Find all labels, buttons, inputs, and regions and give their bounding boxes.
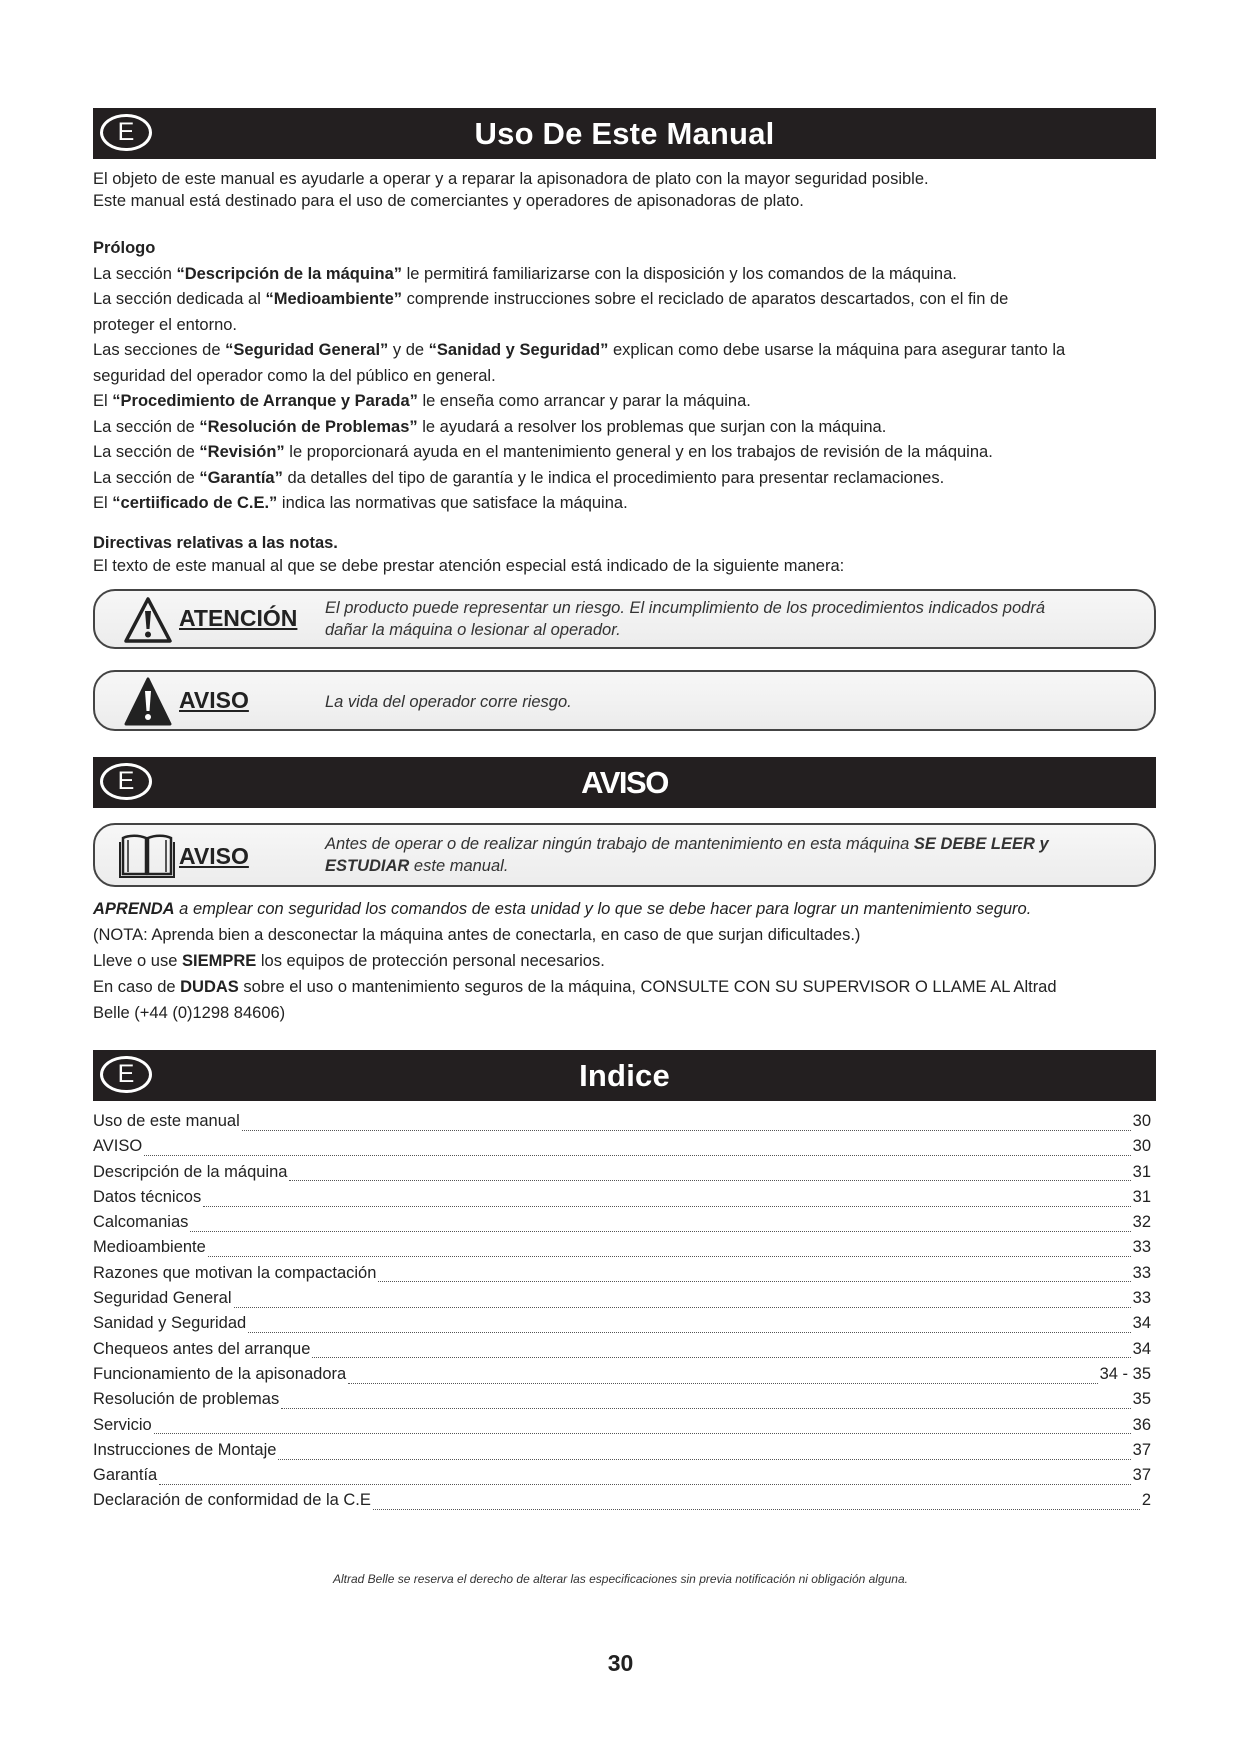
toc-leader-dots	[378, 1280, 1130, 1282]
callout-atencion	[93, 589, 1156, 649]
toc-leader-dots	[208, 1255, 1131, 1257]
toc-leader-dots	[348, 1382, 1097, 1384]
toc-leader-dots	[159, 1483, 1130, 1485]
callout-aviso-leer-message: Antes de operar o de realizar ningún trabajo de mantenimiento en esta máquina SE DEBE LEER y ESTUDIAR este manual.	[325, 835, 1049, 875]
toc-entry	[93, 1466, 1151, 1491]
callout-aviso-leer	[93, 823, 1156, 887]
caution-triangle-outline-icon	[123, 595, 173, 650]
section-banner-indice	[93, 1050, 1156, 1101]
toc-entry-title: Uso de este manual	[93, 1112, 240, 1130]
toc-entry-page: 30	[1132, 1137, 1151, 1156]
toc-entry	[93, 1188, 1151, 1213]
section-banner-uso	[93, 108, 1156, 159]
section-title-indice: Indice	[579, 1057, 670, 1093]
toc-leader-dots	[144, 1154, 1130, 1156]
toc-entry-page: 33	[1132, 1238, 1151, 1257]
callout-aviso-message: La vida del operador corre riesgo.	[325, 693, 572, 711]
toc-entry	[93, 1137, 1151, 1162]
prologo-line: La sección dedicada al “Medioambiente” comprende instrucciones sobre el reciclado de aparatos descartados, con el fin de	[93, 290, 1009, 308]
intro-line-1: El objeto de este manual es ayudarle a operar y a reparar la apisonadora de plato con la mayor seguridad posible.	[93, 170, 929, 188]
prologo-line: El “certiificado de C.E.” indica las normativas que satisface la máquina.	[93, 494, 628, 512]
toc-entry	[93, 1238, 1151, 1263]
toc-leader-dots	[278, 1458, 1130, 1460]
toc-entry-page: 31	[1132, 1162, 1151, 1181]
intro-text	[93, 168, 1158, 212]
toc-entry	[93, 1289, 1151, 1314]
toc-entry-title: Servicio	[93, 1415, 152, 1434]
toc-entry-page: 32	[1132, 1213, 1151, 1232]
footer-disclaimer: Altrad Belle se reserva el derecho de alterar las especificaciones sin previa notificación ni obligación alguna.	[333, 1572, 908, 1586]
toc-leader-dots	[281, 1407, 1130, 1409]
toc-entry	[93, 1163, 1151, 1188]
toc-leader-dots	[154, 1432, 1131, 1434]
toc-entry	[93, 1416, 1151, 1441]
toc-leader-dots	[373, 1508, 1140, 1510]
toc-entry-page: 37	[1132, 1440, 1151, 1459]
toc-entry-page: 31	[1132, 1187, 1151, 1206]
directivas-heading: Directivas relativas a las notas.	[93, 534, 338, 552]
toc-entry-page: 33	[1132, 1289, 1151, 1308]
callout-aviso-label: AVISO	[179, 687, 249, 713]
directivas-block	[93, 532, 1158, 578]
warning-triangle-filled-icon	[123, 676, 173, 733]
prologo-line: La sección de “Revisión” le proporcionará ayuda en el mantenimiento general y en los trabajos de revisión de la máquina.	[93, 443, 993, 461]
toc-leader-dots	[289, 1179, 1130, 1181]
toc-entry-title: Datos técnicos	[93, 1187, 202, 1206]
language-badge-e: E	[100, 1056, 152, 1093]
directivas-text: El texto de este manual al que se debe prestar atención especial está indicado de la siguiente manera:	[93, 557, 845, 575]
toc-leader-dots	[312, 1356, 1130, 1358]
toc-leader-dots	[203, 1205, 1130, 1207]
section-title-aviso: AVISO	[581, 764, 668, 800]
toc-entry	[93, 1390, 1151, 1415]
toc-leader-dots	[234, 1306, 1131, 1308]
toc-entry	[93, 1314, 1151, 1339]
toc-entry-title: Funcionamiento de la apisonadora	[93, 1364, 347, 1383]
aviso-line-nota: (NOTA: Aprenda bien a desconectar la máquina antes de conectarla, en caso de que surjan dificultades.)	[93, 926, 861, 944]
toc-leader-dots	[248, 1331, 1130, 1333]
prologo-line: El “Procedimiento de Arranque y Parada” le enseña como arrancar y parar la máquina.	[93, 392, 751, 410]
table-of-contents	[93, 1112, 1151, 1517]
manual-book-icon	[119, 832, 175, 883]
toc-entry-title: Garantía	[93, 1466, 158, 1485]
toc-entry-title: Chequeos antes del arranque	[93, 1339, 311, 1358]
toc-entry-title: Instrucciones de Montaje	[93, 1440, 277, 1459]
toc-entry-page: 35	[1132, 1390, 1151, 1409]
aviso-line-siempre: Lleve o use SIEMPRE los equipos de protección personal necesarios.	[93, 952, 605, 970]
page-number: 30	[607, 1650, 634, 1676]
toc-entry	[93, 1264, 1151, 1289]
toc-entry-title: Medioambiente	[93, 1238, 206, 1257]
aviso-body	[93, 896, 1163, 1026]
toc-entry	[93, 1441, 1151, 1466]
toc-entry	[93, 1112, 1151, 1137]
toc-entry	[93, 1491, 1151, 1516]
section-banner-aviso	[93, 757, 1156, 808]
prologo-line: proteger el entorno.	[93, 315, 238, 334]
toc-entry	[93, 1213, 1151, 1238]
prologo-heading: Prólogo	[93, 239, 156, 257]
language-badge-e: E	[100, 763, 152, 800]
toc-leader-dots	[190, 1230, 1130, 1232]
prologo-line: La sección “Descripción de la máquina” le permitirá familiarizarse con la disposición y los comandos de la máquina.	[93, 264, 957, 283]
aviso-line-aprenda: APRENDA a emplear con seguridad los comandos de esta unidad y lo que se debe hacer para lograr un mantenimiento seguro.	[93, 900, 1032, 918]
toc-entry-title: Seguridad General	[93, 1289, 232, 1308]
prologo-line: La sección de “Resolución de Problemas” le ayudará a resolver los problemas que surjan con la máquina.	[93, 417, 887, 436]
toc-entry-page: 37	[1132, 1466, 1151, 1485]
callout-aviso-riesgo	[93, 670, 1156, 731]
callout-aviso-leer-label: AVISO	[179, 843, 249, 869]
toc-entry-title: Resolución de problemas	[93, 1390, 280, 1409]
toc-entry	[93, 1365, 1151, 1390]
toc-entry-page: 34	[1132, 1314, 1151, 1333]
prologo-line: seguridad del operador como la del público en general.	[93, 366, 496, 385]
toc-entry-page: 30	[1132, 1112, 1151, 1130]
toc-entry-title: Descripción de la máquina	[93, 1162, 288, 1181]
language-badge-e: E	[100, 114, 152, 151]
toc-entry-title: Sanidad y Seguridad	[93, 1314, 247, 1333]
toc-entry-title: AVISO	[93, 1137, 143, 1156]
toc-entry-page: 34	[1132, 1339, 1151, 1358]
toc-entry-page: 34 - 35	[1099, 1364, 1151, 1383]
toc-entry-title: Declaración de conformidad de la C.E	[93, 1491, 371, 1510]
callout-atencion-message: El producto puede representar un riesgo. El incumplimiento de los procedimientos indicados podrá dañar la máquina o lesionar al operador.	[325, 599, 1045, 639]
intro-line-2: Este manual está destinado para el uso de comerciantes y operadores de apisonadoras de plato.	[93, 192, 804, 210]
prologo-line: Las secciones de “Seguridad General” y de “Sanidad y Seguridad” explican como debe usarse la máquina para asegurar tanto la	[93, 341, 1066, 359]
toc-entry-page: 36	[1132, 1415, 1151, 1434]
aviso-line-telefono: Belle (+44 (0)1298 84606)	[93, 1004, 286, 1022]
callout-atencion-label: ATENCIÓN	[179, 605, 298, 631]
toc-entry-page: 2	[1141, 1491, 1151, 1510]
prologo-line: La sección de “Garantía” da detalles del tipo de garantía y le indica el procedimiento para presentar reclamaciones.	[93, 468, 945, 487]
toc-entry	[93, 1340, 1151, 1365]
toc-entry-title: Calcomanias	[93, 1213, 189, 1232]
toc-leader-dots	[242, 1129, 1131, 1131]
aviso-line-dudas: En caso de DUDAS sobre el uso o mantenimiento seguros de la máquina, CONSULTE CON SU SUPERVISOR O LLAME AL Altrad	[93, 978, 1057, 996]
prologo-block	[93, 236, 1158, 517]
toc-entry-title: Razones que motivan la compactación	[93, 1263, 377, 1282]
toc-entry-page: 33	[1132, 1263, 1151, 1282]
section-title-uso: Uso De Este Manual	[474, 115, 775, 151]
